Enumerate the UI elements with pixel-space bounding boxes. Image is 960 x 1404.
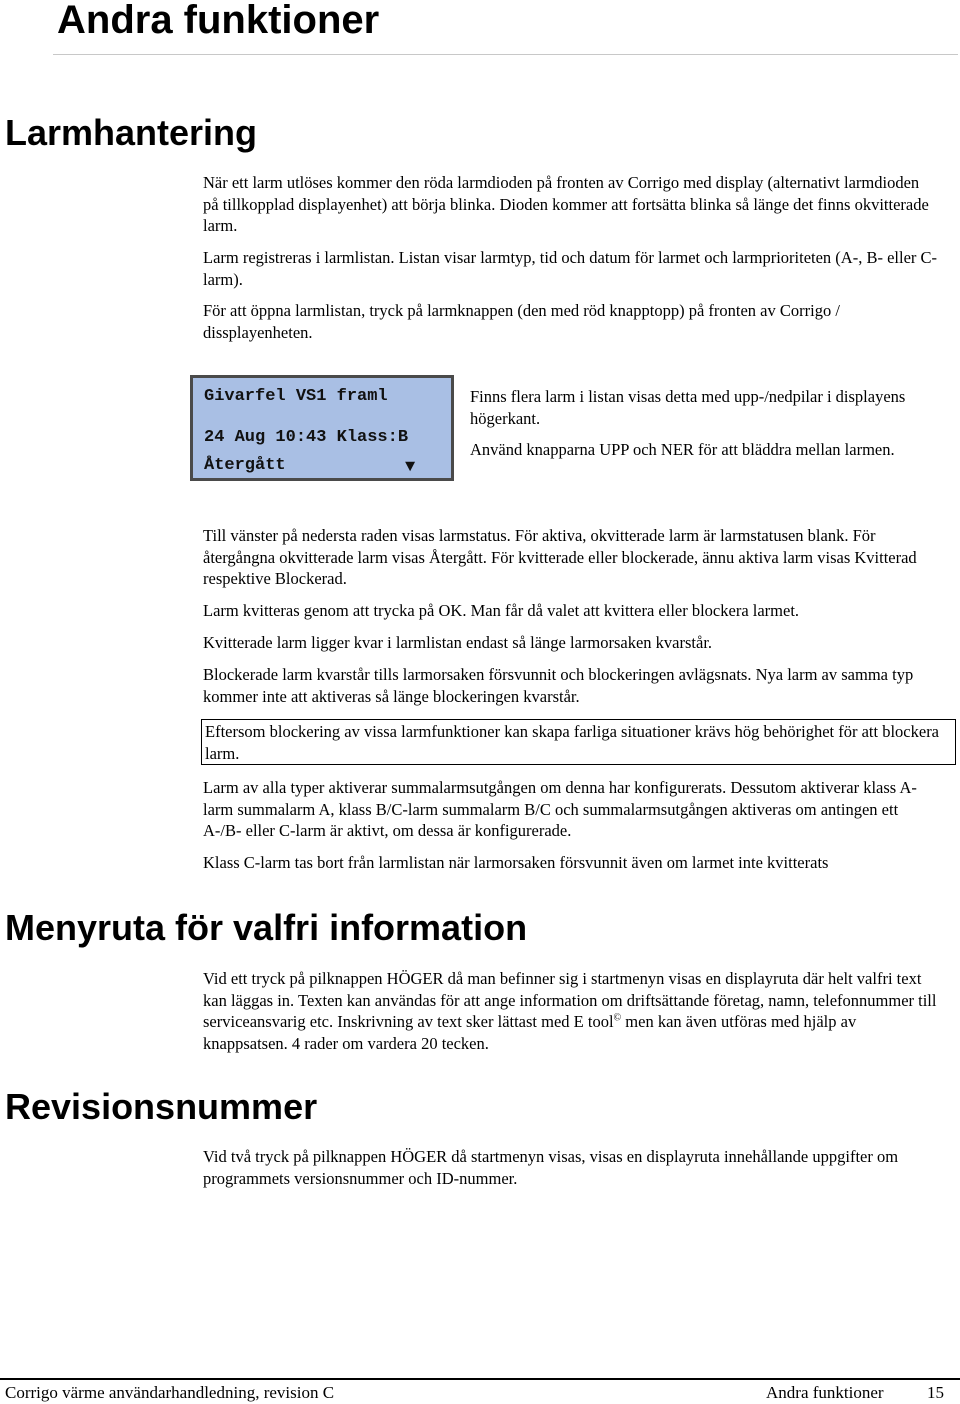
display-panel [190, 375, 454, 481]
paragraph-larm-3: För att öppna larmlistan, tryck på larmknappen (den med röd knapptopp) på fronten av Corrigo / dissplayenheten. [203, 301, 840, 342]
display-line-4: Återgått [204, 456, 286, 475]
section-heading-larmhantering: Larmhantering [5, 112, 258, 153]
menyruta-text-end: men kan även utföras med hjälp av knappsatsen. 4 rader om vardera 20 tecken. [203, 1012, 857, 1053]
paragraph-larm-6: Kvitterade larm ligger kvar i larmlistan endast så länge larmorsaken kvarstår. [203, 633, 713, 652]
footer-section-name: Andra funktioner [766, 1383, 884, 1402]
paragraph-larm-4: Till vänster på nedersta raden visas larmstatus. För aktiva, okvitterade larm är larmstatusen blank. För återgångna okvitterade larm visas Återgått. För kvitterade eller blockerade, ännu aktiva larm visas Kvitterad respektive Blockerad. [203, 526, 917, 588]
paragraph-larm-9: Klass C-larm tas bort från larmlistan när larmorsaken försvunnit även om larmet inte kvitterats [203, 853, 829, 872]
chapter-title: Andra funktioner [57, 0, 380, 42]
warning-box: Eftersom blockering av vissa larmfunktioner kan skapa farliga situationer krävs hög behörighet för att blockera larm. [201, 719, 956, 765]
display-line-3: 24 Aug 10:43 Klass:B [204, 428, 409, 447]
menyruta-text-start: Vid ett tryck på pilknappen HÖGER då man befinner sig i startmenyn visas en displayruta där helt valfri text kan läggas in. Texten kan användas för att ange information om driftsättande företag, namn, telefonnummer till serviceansvarig etc. Inskrivning av text sker lättast med E tool [203, 969, 937, 1031]
display-note-2: Använd knapparna UPP och NER för att bläddra mellan larmen. [470, 440, 895, 459]
display-line-1: Givarfel VS1 framl [204, 387, 388, 406]
paragraph-larm-8: Larm av alla typer aktiverar summalarmsutgången om denna har konfigurerats. Dessutom aktiverar klass A-larm summalarm A, klass B/C-larm summalarm B/C och summalarmsutgången aktiveras om antingen ett A-/B- eller C-larm är aktivt, om dessa är konfigurerade. [203, 778, 917, 840]
chapter-divider [53, 54, 958, 55]
footer-document-title: Corrigo värme användarhandledning, revision C [5, 1383, 335, 1402]
paragraph-menyruta [203, 968, 938, 1054]
copyright-mark: © [613, 1012, 622, 1024]
section-heading-revision: Revisionsnummer [5, 1086, 318, 1127]
paragraph-larm-5: Larm kvitteras genom att trycka på OK. Man får då valet att kvittera eller blockera larmet. [203, 601, 800, 620]
paragraph-revision: Vid två tryck på pilknappen HÖGER då startmenyn visas, visas en displayruta innehållande uppgifter om programmets versionsnummer och ID-nummer. [203, 1147, 899, 1188]
paragraph-larm-7: Blockerade larm kvarstår tills larmorsaken försvunnit och blockeringen avlägsnats. Nya larm av samma typ kommer inte att aktiveras så länge blockeringen kvarstår. [203, 665, 914, 706]
footer-divider [0, 1378, 960, 1380]
paragraph-larm-2: Larm registreras i larmlistan. Listan visar larmtyp, tid och datum för larmet och larmprioriteten (A-, B- eller C-larm). [203, 248, 938, 289]
section-heading-menyruta: Menyruta för valfri information [5, 907, 528, 948]
footer-page-number: 15 [927, 1383, 944, 1402]
down-arrow-icon: ▼ [405, 458, 416, 477]
display-note-1: Finns flera larm i listan visas detta med upp-/nedpilar i displayens högerkant. [470, 387, 906, 428]
paragraph-larm-1: När ett larm utlöses kommer den röda larmdioden på fronten av Corrigo med display (alternativt larmdioden på tillkopplad displayenhet) att börja blinka. Dioden kommer att fortsätta blinka så länge det finns okvitterade larm. [203, 173, 929, 235]
